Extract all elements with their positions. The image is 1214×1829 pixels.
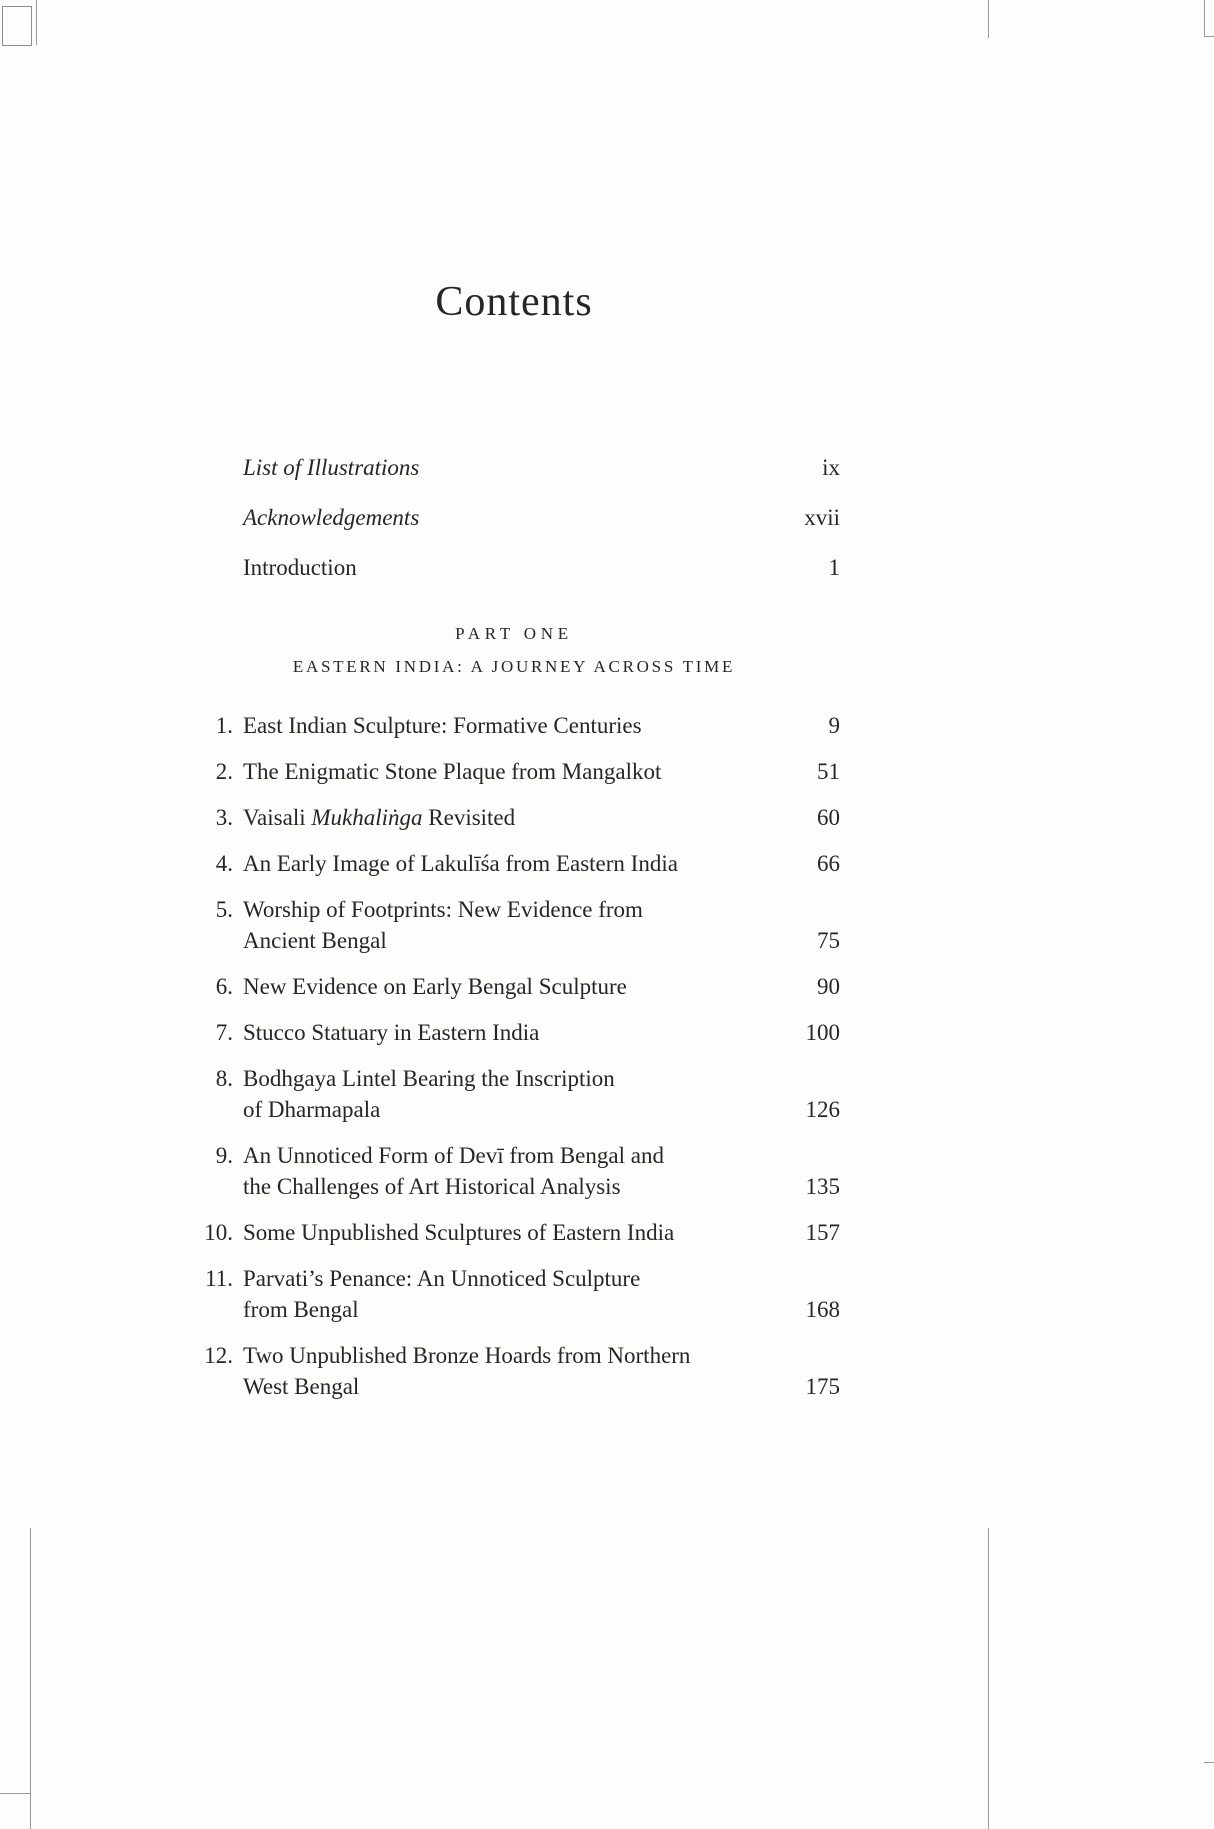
chapter-page-number: 135 [805,1174,840,1199]
chapter-page-number: 9 [828,713,840,738]
toc-chapter-entry [188,1140,840,1202]
chapter-title [243,1340,760,1402]
toc-chapter-entry [188,1217,840,1248]
chapter-list [188,710,840,1417]
chapter-page-number: 100 [805,1020,840,1045]
chapter-title [243,710,760,741]
chapter-number: 12. [204,1343,233,1368]
chapter-page-number: 175 [805,1374,840,1399]
toc-chapter-entry [188,802,840,833]
chapter-page-number: 66 [817,851,840,876]
chapter-title-line: Bodhgaya Lintel Bearing the Inscription [243,1066,615,1091]
chapter-page-number: 60 [817,805,840,830]
chapter-number: 4. [215,851,233,876]
chapter-title [243,894,760,956]
chapter-title [243,756,760,787]
chapter-page-number: 90 [817,974,840,999]
chapter-title [243,1063,760,1125]
chapter-title [243,1217,760,1248]
front-matter-label: Acknowledgements [243,505,420,530]
chapter-number: 7. [215,1020,233,1045]
front-matter-entry [188,552,840,583]
toc-chapter-entry [188,894,840,956]
toc-chapter-entry [188,1263,840,1325]
chapter-page-number: 126 [805,1097,840,1122]
front-matter-entry [188,502,840,533]
chapter-title [243,848,760,879]
front-matter-page-number: xvii [804,505,840,530]
chapter-number: 10. [204,1220,233,1245]
chapter-title-line: of Dharmapala [243,1097,381,1122]
part-heading: PART ONE [455,624,573,643]
chapter-title [243,802,760,833]
page-title: Contents [435,279,593,325]
front-matter-label: List of Illustrations [243,455,420,480]
chapter-title-line: An Unnoticed Form of Devī from Bengal and [243,1143,664,1168]
chapter-number: 8. [215,1066,233,1091]
chapter-page-number: 168 [805,1297,840,1322]
chapter-title-line: An Early Image of Lakulīśa from Eastern India [243,851,678,876]
chapter-title-line: from Bengal [243,1297,359,1322]
scan-mark-bottom-right-tick [1204,1762,1214,1763]
chapter-title-line: East Indian Sculpture: Formative Centuries [243,713,642,738]
chapter-title-line: The Enigmatic Stone Plaque from Mangalkot [243,759,662,784]
chapter-title-line: Stucco Statuary in Eastern India [243,1020,540,1045]
chapter-title-line: West Bengal [243,1374,360,1399]
chapter-title [243,1140,760,1202]
chapter-title-line: Ancient Bengal [243,928,387,953]
scan-mark-top-left-box [2,6,32,46]
chapter-title [243,971,760,1002]
chapter-title [243,1017,760,1048]
toc-chapter-entry [188,1063,840,1125]
chapter-title-line: Worship of Footprints: New Evidence from [243,897,643,922]
chapter-title-line: Parvati’s Penance: An Unnoticed Sculpture [243,1266,641,1291]
scan-mark-bottom-left-line [30,1528,31,1829]
chapter-title-line: Vaisali Mukhaliṅga Revisited [243,805,516,830]
scan-mark-top-right-edge-line [1204,0,1205,36]
toc-chapter-entry [188,756,840,787]
toc-chapter-entry [188,971,840,1002]
chapter-number: 1. [215,713,233,738]
toc-chapter-entry [188,848,840,879]
chapter-title-line: Some Unpublished Sculptures of Eastern India [243,1220,675,1245]
chapter-number: 2. [215,759,233,784]
chapter-title-line: the Challenges of Art Historical Analysis [243,1174,621,1199]
scan-mark-top-right-line [988,0,989,38]
front-matter-list [188,452,840,602]
chapter-number: 3. [215,805,233,830]
part-heading-block [188,624,840,677]
front-matter-page-number: ix [822,455,840,480]
chapter-page-number: 75 [817,928,840,953]
front-matter-label: Introduction [243,555,357,580]
chapter-title [243,1263,760,1325]
toc-chapter-entry [188,710,840,741]
chapter-number: 9. [215,1143,233,1168]
chapter-page-number: 51 [817,759,840,784]
chapter-title-line: Two Unpublished Bronze Hoards from Northern [243,1343,691,1368]
scan-mark-bottom-right-line [988,1528,989,1829]
scan-mark-top-right-tick [1204,36,1214,37]
toc-chapter-entry [188,1017,840,1048]
scan-mark-bottom-left-tick [0,1793,30,1794]
chapter-number: 6. [215,974,233,999]
chapter-number: 11. [205,1266,233,1291]
chapter-title-line: New Evidence on Early Bengal Sculpture [243,974,627,999]
part-subheading: EASTERN INDIA: A JOURNEY ACROSS TIME [292,657,736,676]
toc-chapter-entry [188,1340,840,1402]
front-matter-entry [188,452,840,483]
scan-mark-top-left-line [36,0,37,45]
front-matter-page-number: 1 [828,555,840,580]
chapter-page-number: 157 [805,1220,840,1245]
chapter-number: 5. [215,897,233,922]
